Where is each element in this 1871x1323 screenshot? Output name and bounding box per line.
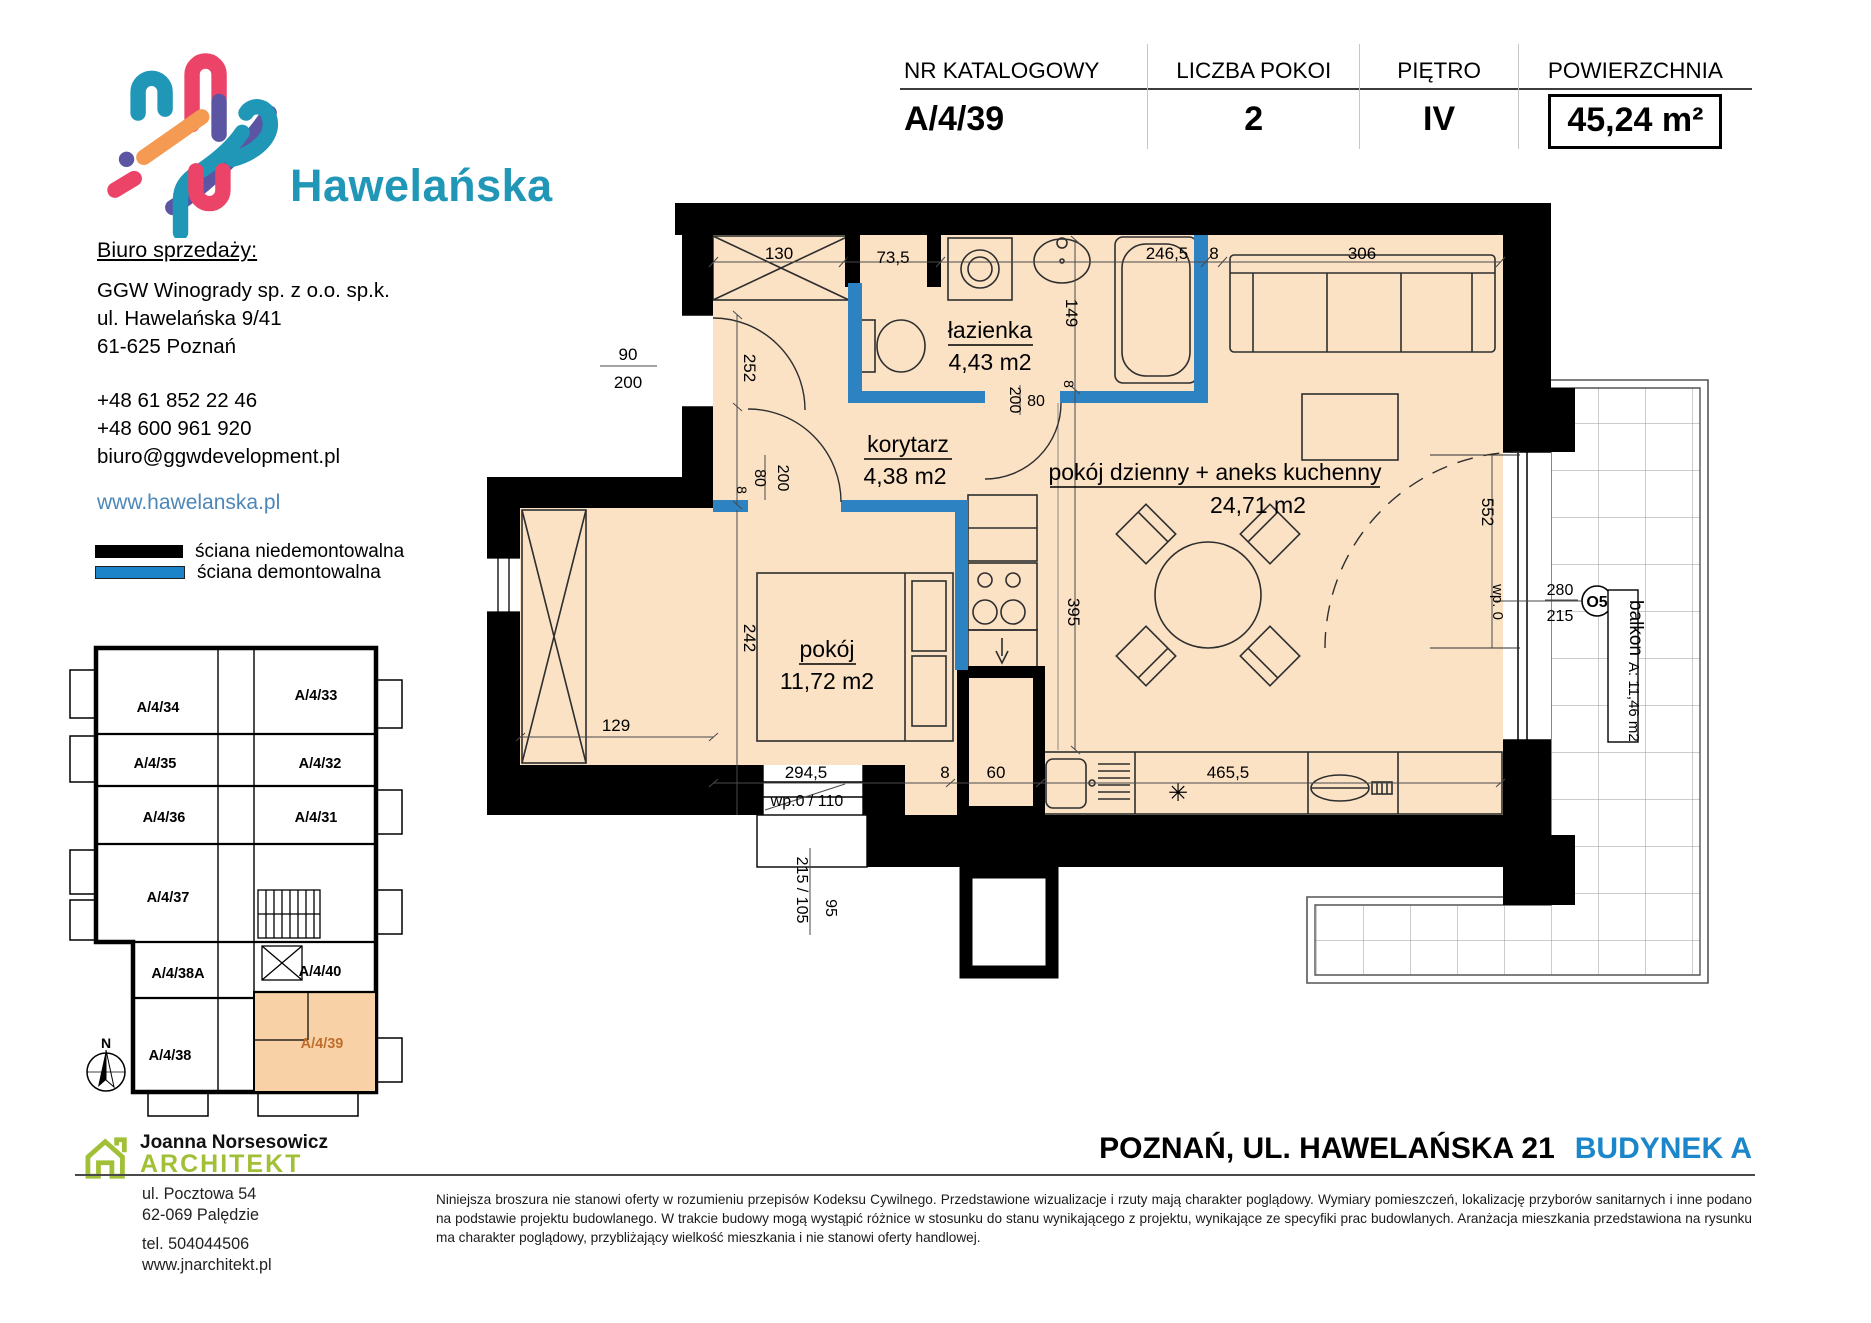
logo-teal-n (138, 78, 165, 113)
window-size-label: 215 / 105 (793, 856, 810, 924)
dim-sofa: 306 (1347, 244, 1377, 263)
hall-name: korytarz (867, 431, 949, 457)
unit-a433: A/4/33 (294, 688, 338, 704)
dim-bathdoor-200: 200 (1006, 386, 1023, 414)
area-label: POWIERZCHNIA (1519, 44, 1752, 90)
window-sill-box (757, 815, 867, 867)
dim-beddoor-200: 200 (774, 464, 791, 492)
project-address: POZNAŃ, UL. HAWELAŃSKA 21 (1099, 1132, 1555, 1165)
dim-balcony-door: 552 (1478, 497, 1497, 527)
balcony-name: balkon (1625, 600, 1646, 656)
bathroom-area: 4,43 m2 (948, 349, 1032, 375)
dim-shaft: 60 (986, 763, 1006, 782)
unit-a437: A/4/37 (146, 890, 190, 906)
dim-balcony-215: 215 (1546, 608, 1574, 625)
unit-a431: A/4/31 (294, 810, 338, 826)
dim-beddoor-80: 80 (751, 469, 768, 487)
hall-area: 4,38 m2 (863, 463, 947, 489)
floor-plan (400, 160, 1780, 1060)
dim-8d: 8 (734, 486, 750, 494)
sales-city: 61-625 Poznań (97, 335, 237, 358)
header-col-area (1518, 44, 1752, 149)
sales-office-heading: Biuro sprzedaży: (97, 238, 258, 262)
sales-street: ul. Hawelańska 9/41 (97, 307, 282, 330)
dim-bathdoor-80: 80 (1027, 393, 1045, 410)
dim-bedroom-height: 242 (740, 623, 759, 653)
dim-balcony-280: 280 (1546, 582, 1574, 599)
dim-50: 50 (744, 782, 761, 800)
logo-purple-dot (119, 152, 134, 167)
compass-north-label: N (100, 1035, 112, 1051)
dim-sill: 95 (822, 899, 839, 917)
catalog-number-label: NR KATALOGOWY (900, 44, 1147, 90)
duct-shaft (963, 672, 1039, 812)
legend-removable-wall-label: ściana demontowalna (197, 561, 381, 583)
header-col-rooms (1147, 44, 1359, 149)
sales-website-link[interactable]: www.hawelanska.pl (97, 491, 281, 514)
bathroom-name: łazienka (947, 317, 1033, 343)
outlet-star-symbol: ✳ (1167, 780, 1189, 807)
balcony-area: A: 11,46 m2 (1625, 662, 1642, 742)
dim-wp0: wp. 0 (1489, 584, 1506, 620)
room-count-label: LICZBA POKOI (1148, 44, 1359, 90)
dim-entry-width: 90 (618, 345, 638, 364)
floor-key-plan (58, 640, 408, 1120)
window-code-text: O5 (1586, 594, 1608, 611)
dim-8a: 8 (844, 244, 854, 263)
unit-a438: A/4/38 (148, 1048, 192, 1064)
unit-a438a: A/4/38A (151, 966, 205, 982)
floor-label: PIĘTRO (1360, 44, 1517, 90)
brand-wordmark: Hawelańska (290, 160, 553, 211)
entry-door-opening (682, 315, 713, 407)
wall-legend (95, 541, 404, 583)
unit-a434: A/4/34 (136, 700, 180, 716)
sales-office-block (97, 238, 427, 515)
building-badge: BUDYNEK A (1574, 1132, 1752, 1165)
unit-a435: A/4/35 (133, 756, 177, 772)
hawelanska-logo-icon (88, 42, 300, 238)
header-col-floor (1359, 44, 1517, 149)
sales-phone-2: +48 600 961 920 (97, 417, 252, 440)
footer-divider (75, 1174, 1755, 1176)
dim-counter: 465,5 (1206, 763, 1250, 782)
livingroom-area: 24,71 m2 (1210, 492, 1306, 518)
architect-phone: tel. 504044506 (142, 1235, 250, 1253)
dim-wardrobe: 129 (601, 716, 631, 735)
sales-company: GGW Winogrady sp. z o.o. sp.k. (97, 279, 390, 302)
legend-removable-wall-swatch (95, 566, 185, 579)
sales-email: biuro@ggwdevelopment.pl (97, 445, 341, 468)
livingroom-name: pokój dzienny + aneks kuchenny (1048, 459, 1382, 485)
architect-website[interactable]: www.jnarchitekt.pl (142, 1256, 272, 1274)
legend-solid-wall-swatch (95, 545, 183, 558)
north-compass-icon (87, 1035, 125, 1091)
dim-bath-depth: 149 (1062, 298, 1081, 328)
bedroom-side-window (487, 558, 520, 612)
dim-8e: 8 (940, 763, 950, 782)
legend-solid-wall-label: ściana niedemontowalna (195, 540, 405, 562)
architect-city: 62-069 Palędzie (142, 1206, 259, 1224)
architect-role: ARCHITEKT (140, 1150, 303, 1178)
dim-hall: 252 (740, 353, 759, 383)
exterior-duct (966, 872, 1052, 972)
project-address-line (900, 1132, 1752, 1166)
floor-value: IV (1423, 100, 1456, 138)
catalog-number-value: A/4/39 (904, 100, 1005, 138)
dim-entry-height: 200 (613, 373, 643, 392)
unit-a436: A/4/36 (142, 810, 186, 826)
bedroom-name: pokój (799, 636, 855, 662)
logo-pink-dash (115, 179, 134, 191)
area-value-box: 45,24 m² (1548, 94, 1722, 149)
room-count-value: 2 (1244, 100, 1264, 138)
unit-a432: A/4/32 (298, 756, 342, 772)
dim-bath-width: 246,5 (1145, 244, 1189, 263)
dim-living-height: 395 (1064, 597, 1083, 627)
unit-a439-highlighted: A/4/39 (300, 1036, 344, 1052)
dim-closet: 130 (764, 244, 794, 263)
window-parapet-label: wp.0 / 110 (770, 793, 844, 810)
dim-8c: 8 (1061, 380, 1077, 388)
dim-bedroom-width: 294,5 (784, 763, 828, 782)
architect-name: Joanna Norsesowicz (140, 1132, 328, 1153)
apartment-header-table (900, 44, 1752, 149)
bedroom-area: 11,72 m2 (779, 668, 875, 694)
legal-disclaimer: Niniejsza broszura nie stanowi oferty w rozumieniu przepisów Kodeksu Cywilnego. Przedstawione wizualizacje i rzuty mają charakter poglądowy. Wymiary pomieszczeń, lokalizację przyborów sanitarnych i inne podano na podstawie projektu budowlanego. W trakcie budowy mogą wystąpić różnice w stosunku do stanu wynikającego z projektu, wynikające ze specyfiki prac budowlanych. Aranżacja mieszkania przedstawiona na rysunku ma charakter poglądowy, przybliżający wielkość mieszkania i nie stanowi oferty handlowej. (436, 1192, 1752, 1246)
architect-address-block (142, 1184, 272, 1276)
header-col-catalog (900, 44, 1147, 149)
logo-orange-diagonal (144, 117, 202, 157)
unit-a440: A/4/40 (298, 964, 342, 980)
sales-phone-1: +48 61 852 22 46 (97, 389, 258, 412)
architect-street: ul. Pocztowa 54 (142, 1185, 257, 1203)
dim-8b: 8 (1209, 244, 1219, 263)
dim-niche: 73,5 (876, 248, 910, 267)
balcony-label (1608, 590, 1646, 742)
